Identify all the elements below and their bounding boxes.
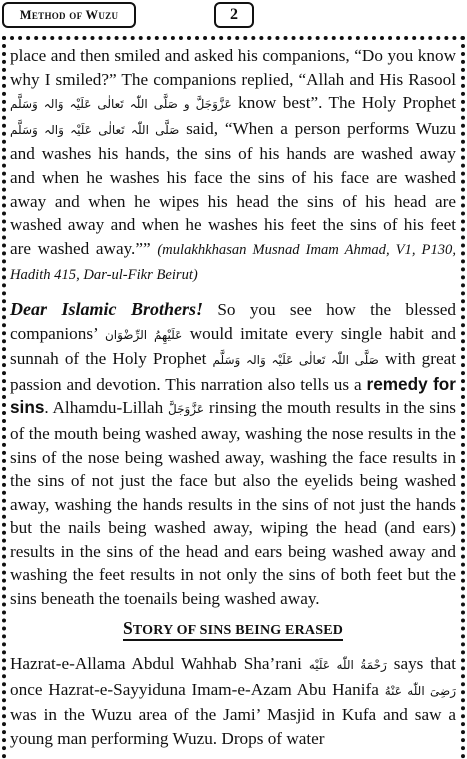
arabic-salutation: صَلَّی اللّٰہ تَعالٰی عَلَیْہ وَالہ وَسَلَّم — [212, 353, 379, 368]
page-number-box — [214, 2, 254, 28]
arabic-salutation: رَحْمَةُ اللّٰه عَلَیْه — [308, 658, 387, 673]
book-title-box — [2, 2, 136, 28]
heading-initial: S — [123, 618, 133, 641]
citation: (mulakhkhasan Musnad Imam Ahmad, V1, P130, Hadith 415, Dar-ul-Fikr Beirut) — [10, 241, 456, 284]
text-segment: know best”. The Holy Prophet — [231, 93, 457, 113]
text-segment: place and then smiled and asked his companions, “Do you know why I smiled?” The companions replied, “Allah and His Rasool — [10, 46, 456, 89]
arabic-salutation: صَلَّی اللّٰہ تَعالٰی عَلَیْہ وَالہ وَسَلَّم — [10, 122, 180, 137]
page-content — [10, 44, 456, 751]
book-title: Method of Wuzu — [19, 7, 119, 22]
section-heading — [10, 617, 456, 643]
text-segment: . Alhamdu-Lillah — [44, 398, 168, 418]
address-lead: Dear Islamic Brothers! — [10, 298, 204, 319]
arabic-salutation: عَزَّوَجَلَّ — [168, 402, 205, 417]
page-number: 2 — [230, 6, 238, 23]
text-segment: Hazrat-e-Allama Abdul Wahhab Sha’rani — [10, 654, 309, 674]
text-segment: says that once Hazrat-e-Sayyiduna Imam-e-Azam Abu Hanifa — [10, 654, 457, 699]
heading-rest: TORY OF SINS BEING ERASED — [133, 623, 343, 641]
arabic-salutation: عَلَیْهِمُ الرِّضْوَان — [104, 327, 183, 342]
emphasis-text: remedy for sins — [10, 373, 456, 418]
text-segment: with great passion and devotion. This narration also tells us a — [10, 349, 456, 394]
paragraph-story — [10, 652, 456, 750]
text-segment: would imitate every single habit and sunnah of the Holy Prophet — [10, 323, 456, 369]
text-segment: was in the Wuzu area of the Jami’ Masjid in Kufa and saw a young man performing Wuzu. Drops of water — [10, 705, 456, 749]
arabic-salutation: رَضِیَ اللّٰه عَنْهُ — [384, 683, 456, 698]
text-segment: So you see how the blessed companions’ — [10, 299, 457, 343]
spacer — [10, 288, 456, 298]
text-segment: rinsing the mouth results in the sins of the mouth being washed away, washing the nose results in the sins of the nose being washed away, washing the face results in the sins of not just the face but also the eyelids being washed away, washing the hands results in the sins of not just the hands but the nails being washed away, wiping the head (and ears) results in the sins of the head and ears being washed away and washing the feet results in not only the sins of both feet but the sins beneath the toenails being washed away. — [10, 398, 456, 609]
text-segment: said, “When a person performs Wuzu and washes his hands, the sins of his hands are washed away and when he washes his face the sins of his face are washed away and when he wipes his head the sins of his head are washed away and when he washes his feet the sins of his feet are washed away.”” — [10, 118, 457, 258]
paragraph-commentary — [10, 298, 456, 611]
paragraph-hadith — [10, 44, 456, 288]
arabic-salutation: عَزَّوَجَلَّ و صَلَّی اللّٰہ تَعالٰی عَلَیْہ وَالہ وَسَلَّم — [10, 97, 232, 112]
